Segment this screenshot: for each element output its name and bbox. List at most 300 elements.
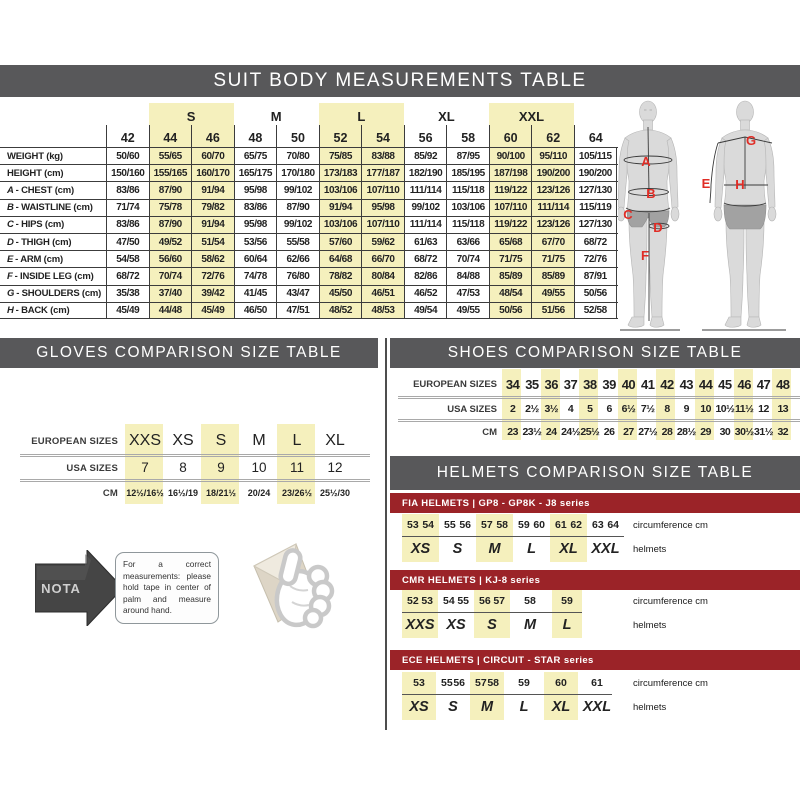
suit-cell: 85/89 (489, 268, 532, 284)
helmet-circumference-value: 62 (570, 519, 582, 531)
label-A: A (641, 154, 651, 169)
circumference-label: circumference cm (633, 677, 708, 689)
suit-cell: 70/74 (149, 268, 192, 284)
suit-cell: 75/78 (149, 200, 192, 216)
helmet-column (474, 590, 510, 638)
suit-size-group: XXL (489, 103, 574, 125)
helmets-section-header (390, 456, 800, 490)
suit-cell: 165/175 (234, 165, 277, 181)
shoes-cell: 5 (587, 403, 593, 415)
helmet-circumference-value: 57 (481, 519, 493, 531)
helmet-circumference-row (470, 672, 504, 694)
suit-cell: 78/82 (319, 268, 362, 284)
helmet-size-label: S (452, 541, 463, 557)
suit-cell: 68/72 (106, 268, 149, 284)
suit-cell: 75/85 (319, 148, 362, 164)
shoes-cell: 41 (640, 376, 655, 392)
shoes-cell: 37 (563, 376, 578, 392)
suit-row-label: B - WAISTLINE (cm) (7, 202, 93, 214)
suit-cell: 155/165 (149, 165, 192, 181)
suit-cell: 37/40 (149, 286, 192, 302)
helmet-circumference-value: 54 (443, 595, 455, 607)
gloves-cell: 12½/16½ (126, 488, 164, 498)
helmet-size-label: XS (446, 617, 466, 633)
helmet-size-label: XL (559, 541, 578, 557)
shoes-cell: 46 (737, 376, 751, 392)
helmet-circumference-row (402, 590, 438, 612)
helmet-column (402, 514, 439, 562)
helmet-size-label: M (480, 699, 494, 715)
suit-cell: 47/53 (446, 286, 489, 302)
suit-table-row (0, 302, 618, 319)
gloves-row (20, 457, 370, 479)
suit-size-group: XL (438, 109, 455, 124)
helmet-circumference-row (439, 514, 476, 536)
helmet-circumference-value: 58 (487, 677, 499, 689)
suit-cell: 119/122 (489, 182, 532, 198)
helmets-label: helmets (633, 619, 667, 631)
suit-cell: 56/60 (149, 251, 192, 267)
suit-cell: 79/82 (191, 200, 234, 216)
suit-size-header: 42 (106, 125, 149, 147)
mannequin-figures (618, 97, 800, 338)
suit-table-row (0, 199, 618, 216)
suit-cell: 60/70 (191, 148, 234, 164)
shoes-cell: 4 (567, 403, 574, 415)
gloves-cell: 8 (179, 460, 187, 475)
helmet-column (550, 514, 587, 562)
helmet-column (402, 672, 436, 720)
suit-cell: 115/118 (446, 182, 489, 198)
helmet-circumference-value: 60 (555, 677, 567, 689)
suit-label-spacer (0, 125, 106, 147)
shoes-cell: 39 (602, 376, 616, 392)
gloves-cell: XS (172, 432, 194, 449)
helmet-size-label: M (523, 617, 537, 633)
suit-size-group: L (319, 103, 404, 125)
helmet-circumference-row (436, 672, 470, 694)
suit-size-header: 44 (149, 125, 192, 147)
helmet-circumference-row (402, 514, 439, 536)
helmet-circumference-value: 54 (422, 519, 434, 531)
helmet-circumference-value: 57 (493, 595, 505, 607)
helmets-section-title: HELMETS COMPARISON SIZE TABLE (436, 464, 754, 481)
suit-cell: 74/78 (234, 268, 277, 284)
shoes-cell: 47 (756, 376, 771, 392)
suit-cell: 76/80 (276, 268, 319, 284)
suit-cell: 83/86 (234, 200, 277, 216)
nota-arrow (35, 550, 123, 626)
suit-cell: 61/63 (404, 234, 447, 250)
suit-size-header: 46 (191, 125, 234, 147)
helmet-underline (402, 694, 612, 695)
suit-cell: 48/54 (489, 286, 532, 302)
gloves-cell: 18/21½ (205, 488, 237, 498)
suit-cell: 85/92 (404, 148, 447, 164)
shoes-cell: 42 (660, 376, 674, 392)
suit-cell: 83/86 (106, 182, 149, 198)
suit-size-header: 52 (319, 125, 362, 147)
suit-size-header: 64 (574, 125, 617, 147)
gloves-cell: 16½/19 (167, 488, 199, 498)
helmet-size-table (398, 514, 800, 564)
nota-text: For a correct measurements: please hold tape in center of palm and measure around hand. (123, 559, 211, 616)
suit-cell: 111/114 (531, 200, 574, 216)
suit-cell: 83/88 (361, 148, 404, 164)
helmet-circumference-row (544, 672, 578, 694)
suit-sizes-row (0, 125, 618, 147)
suit-cell: 46/52 (404, 286, 447, 302)
helmet-size-table (398, 672, 800, 722)
suit-cell: 95/98 (361, 200, 404, 216)
suit-cell: 71/75 (531, 251, 574, 267)
suit-cell: 48/53 (361, 303, 404, 318)
section-divider (385, 338, 387, 730)
nota-bubble (115, 552, 219, 624)
suit-cell: 66/70 (361, 251, 404, 267)
suit-cell: 95/110 (531, 148, 574, 164)
gloves-cell: XXS (128, 432, 161, 449)
suit-size-header: 48 (234, 125, 277, 147)
suit-table-row (0, 267, 618, 284)
label-B: B (646, 186, 656, 201)
helmet-row-labels (633, 514, 708, 562)
gloves-cell: 12 (327, 460, 343, 475)
suit-cell: 41/45 (234, 286, 277, 302)
suit-cell: 70/80 (276, 148, 319, 164)
shoes-cell: 27 (623, 426, 634, 438)
suit-cell: 127/130 (574, 217, 617, 233)
suit-table-row (0, 233, 618, 250)
suit-cell: 65/75 (234, 148, 277, 164)
suit-cell: 71/75 (489, 251, 532, 267)
suit-cell: 177/187 (361, 165, 404, 181)
helmet-circumference-value: 53 (413, 677, 425, 689)
helmet-circumference-value: 61 (591, 677, 603, 689)
label-F: F (641, 248, 649, 263)
helmet-circumference-value: 55 (444, 519, 456, 531)
helmet-columns (402, 514, 624, 562)
helmet-circumference-row (550, 514, 587, 536)
suit-cell: 49/52 (149, 234, 192, 250)
helmets-label: helmets (633, 701, 667, 713)
helmet-size-label: XXL (591, 541, 620, 557)
shoes-cell: 30 (719, 426, 731, 438)
suit-cell: 91/94 (319, 200, 362, 216)
helmet-column (436, 672, 470, 720)
helmet-size-label: S (487, 617, 497, 633)
suit-cell: 99/102 (276, 182, 319, 198)
suit-cell: 160/170 (191, 165, 234, 181)
suit-cell: 123/126 (531, 217, 574, 233)
suit-cell: 150/160 (106, 165, 149, 181)
circumference-label: circumference cm (633, 519, 708, 531)
shoes-cell: 34 (505, 376, 520, 392)
shoes-cell: 2 (509, 403, 516, 415)
gloves-section-header (0, 338, 378, 368)
suit-cell: 123/126 (531, 182, 574, 198)
suit-cell: 107/110 (361, 182, 404, 198)
suit-cell: 70/74 (446, 251, 489, 267)
helmet-row-labels (633, 672, 708, 720)
shoes-cell: 9 (683, 403, 689, 415)
suit-cell: 58/62 (191, 251, 234, 267)
gloves-cell: 20/24 (247, 488, 271, 498)
helmet-circumference-row (476, 514, 513, 536)
gloves-cell: 7 (141, 460, 149, 475)
suit-cell: 82/86 (404, 268, 447, 284)
gloves-size-table (20, 428, 370, 504)
suit-cell: 170/180 (276, 165, 319, 181)
helmet-circumference-value: 63 (592, 519, 604, 531)
suit-cell: 87/90 (149, 182, 192, 198)
shoes-cell: 29 (700, 426, 711, 438)
suit-cell: 80/84 (361, 268, 404, 284)
shoes-cell: 45 (718, 376, 732, 392)
suit-cell: 47/51 (276, 303, 319, 318)
shoes-cell: 44 (698, 376, 713, 392)
suit-cell: 87/91 (574, 268, 617, 284)
helmet-column (544, 672, 578, 720)
suit-cell: 54/58 (106, 251, 149, 267)
helmet-column (587, 514, 624, 562)
helmet-circumference-value: 60 (533, 519, 545, 531)
suit-row-label: WEIGHT (kg) (7, 150, 63, 162)
suit-cell: 44/48 (149, 303, 192, 318)
suit-cell: 72/76 (191, 268, 234, 284)
shoes-size-table (398, 372, 800, 442)
helmet-size-label: XXL (582, 699, 612, 715)
suit-row-label: HEIGHT (cm) (7, 167, 64, 179)
helmet-size-label: XS (409, 699, 429, 715)
shoes-cell: 27½ (638, 426, 658, 438)
shoes-cell: 3½ (544, 403, 559, 415)
suit-cell: 90/100 (489, 148, 532, 164)
suit-cell: 49/55 (531, 286, 574, 302)
shoes-cell: 28 (661, 426, 673, 438)
helmet-circumference-value: 56 (459, 519, 471, 531)
suit-cell: 99/102 (404, 200, 447, 216)
suit-cell: 91/94 (191, 217, 234, 233)
helmet-circumference-value: 59 (561, 595, 573, 607)
helmet-circumference-value: 56 (479, 595, 491, 607)
shoes-cell: 11½ (735, 403, 754, 415)
helmet-circumference-row (580, 672, 614, 694)
suit-cell: 190/200 (531, 165, 574, 181)
helmet-circumference-value: 55 (441, 677, 453, 689)
label-C: C (623, 207, 633, 222)
helmet-circumference-value: 53 (407, 519, 419, 531)
suit-cell: 45/49 (191, 303, 234, 318)
suit-cell: 127/130 (574, 182, 617, 198)
shoes-cell: 28½ (676, 426, 696, 438)
thumbs-up-graphic (238, 536, 338, 642)
gloves-cell: 10 (251, 460, 267, 475)
suit-table-row (0, 147, 618, 164)
gloves-cell: 11 (289, 460, 304, 475)
suit-cell: 63/66 (446, 234, 489, 250)
suit-size-header: 58 (446, 125, 489, 147)
suit-cell: 68/72 (574, 234, 617, 250)
helmet-circumference-row (474, 590, 510, 612)
shoes-cell: 24½ (561, 426, 580, 438)
label-G: G (745, 133, 757, 148)
gloves-section-title: GLOVES COMPARISON SIZE TABLE (36, 344, 342, 361)
suit-cell: 182/190 (404, 165, 447, 181)
suit-cell: 173/183 (319, 165, 362, 181)
suit-section-header (0, 65, 800, 97)
suit-cell: 43/47 (276, 286, 319, 302)
helmet-size-label: L (527, 541, 536, 557)
suit-cell: 47/50 (106, 234, 149, 250)
suit-cell: 50/56 (489, 303, 532, 318)
suit-cell: 49/55 (446, 303, 489, 318)
suit-cell: 99/102 (276, 217, 319, 233)
shoes-cell: 48 (776, 376, 790, 392)
helmet-circumference-value: 59 (518, 677, 530, 689)
suit-table-row (0, 181, 618, 198)
shoes-row-label: USA SIZES (447, 403, 497, 415)
helmet-circumference-value: 61 (555, 519, 567, 531)
suit-cell: 51/56 (531, 303, 574, 318)
suit-cell: 72/76 (574, 251, 617, 267)
suit-cell: 187/198 (489, 165, 532, 181)
suit-size-header: 54 (361, 125, 404, 147)
suit-cell: 53/56 (234, 234, 277, 250)
suit-cell: 48/52 (319, 303, 362, 318)
shoes-cell: 6½ (621, 403, 636, 415)
nota-label: NOTA (41, 581, 81, 596)
helmet-column (476, 514, 513, 562)
shoes-row (398, 372, 800, 396)
helmet-circumference-row (402, 672, 436, 694)
suit-cell: 71/74 (106, 200, 149, 216)
helmet-circumference-value: 58 (524, 595, 536, 607)
suit-size-header: 62 (531, 125, 574, 147)
suit-group-row (0, 103, 618, 125)
helmet-column (402, 590, 438, 638)
suit-size-header: 56 (404, 125, 447, 147)
suit-cell: 51/54 (191, 234, 234, 250)
helmet-row-labels (633, 590, 708, 638)
gloves-cell: 23/26½ (281, 488, 313, 498)
gloves-cell: 25½/30 (319, 488, 351, 498)
suit-row-label: D - THIGH (cm) (7, 236, 72, 248)
helmet-circumference-row (438, 590, 474, 612)
suit-table-row (0, 216, 618, 233)
shoes-cell: 35 (525, 376, 539, 392)
suit-cell: 87/95 (446, 148, 489, 164)
suit-cell: 45/49 (106, 303, 149, 318)
label-D: D (653, 220, 663, 235)
suit-row-label: E - ARM (cm) (7, 253, 63, 265)
helmet-circumference-row (510, 672, 538, 694)
suit-size-header: 50 (276, 125, 319, 147)
shoes-cell: 32 (777, 426, 789, 438)
suit-cell: 95/98 (234, 182, 277, 198)
gloves-cell: L (292, 432, 302, 449)
suit-cell: 87/90 (276, 200, 319, 216)
gloves-row-label: USA SIZES (66, 462, 118, 474)
helmet-size-label: XS (410, 541, 431, 557)
suit-cell: 107/110 (489, 200, 532, 216)
suit-cell: 45/50 (319, 286, 362, 302)
suit-cell: 103/106 (446, 200, 489, 216)
helmet-circumference-value: 52 (407, 595, 419, 607)
suit-cell: 50/56 (574, 286, 617, 302)
suit-row-label: A - CHEST (cm) (7, 184, 74, 196)
shoes-cell: 25½ (580, 426, 600, 438)
gloves-row-label: CM (102, 487, 118, 499)
shoes-cell: 30½ (734, 426, 754, 438)
helmet-columns (402, 590, 582, 638)
suit-cell: 185/195 (446, 165, 489, 181)
shoes-cell: 36 (544, 376, 558, 392)
shoes-cell: 2½ (525, 403, 539, 415)
helmet-column (439, 514, 476, 562)
helmet-column (552, 590, 582, 638)
gloves-row (20, 428, 370, 454)
suit-cell: 95/98 (234, 217, 277, 233)
suit-cell: 84/88 (446, 268, 489, 284)
suit-measurements-table (0, 103, 618, 319)
helmet-circumference-value: 58 (496, 519, 508, 531)
suit-row-label: H - BACK (cm) (7, 304, 70, 316)
shoes-cell: 40 (621, 376, 636, 392)
helmet-circumference-value: 53 (421, 595, 433, 607)
shoes-section-title: SHOES COMPARISON SIZE TABLE (447, 344, 743, 361)
shoes-section-header (390, 338, 800, 368)
helmet-size-label: XL (551, 699, 571, 715)
suit-cell: 60/64 (234, 251, 277, 267)
suit-cell: 190/200 (574, 165, 617, 181)
suit-cell: 50/60 (106, 148, 149, 164)
shoes-cell: 23½ (522, 426, 542, 438)
suit-cell: 105/115 (574, 148, 617, 164)
suit-cell: 35/38 (106, 286, 149, 302)
suit-cell: 111/114 (404, 217, 447, 233)
gloves-cell: XL (325, 432, 345, 449)
suit-cell: 91/94 (191, 182, 234, 198)
suit-row-label: C - HIPS (cm) (7, 219, 65, 231)
helmet-circumference-row (552, 590, 582, 612)
shoes-cell: 10½ (715, 403, 735, 415)
shoes-cell: 10 (700, 403, 711, 415)
suit-table-row (0, 285, 618, 302)
label-H: H (735, 177, 745, 192)
helmet-column (470, 672, 504, 720)
gloves-row-label: EUROPEAN SIZES (31, 435, 118, 447)
suit-cell: 49/54 (404, 303, 447, 318)
suit-cell: 62/66 (276, 251, 319, 267)
suit-table-row (0, 250, 618, 267)
suit-cell: 83/86 (106, 217, 149, 233)
gloves-cell: M (252, 432, 266, 449)
helmet-size-label: L (562, 617, 572, 633)
helmet-columns (402, 672, 614, 720)
helmet-size-table (398, 590, 800, 640)
helmet-circumference-value: 64 (607, 519, 619, 531)
suit-cell: 65/68 (489, 234, 532, 250)
helmet-size-label: S (448, 699, 458, 715)
gloves-cell: S (215, 432, 227, 449)
shoes-cell: 12 (758, 403, 769, 415)
helmet-underline (402, 612, 582, 613)
shoes-row (398, 422, 800, 442)
helmets-label: helmets (633, 543, 667, 555)
shoes-cell: 6 (606, 403, 612, 415)
shoes-row-label: EUROPEAN SIZES (413, 378, 497, 390)
